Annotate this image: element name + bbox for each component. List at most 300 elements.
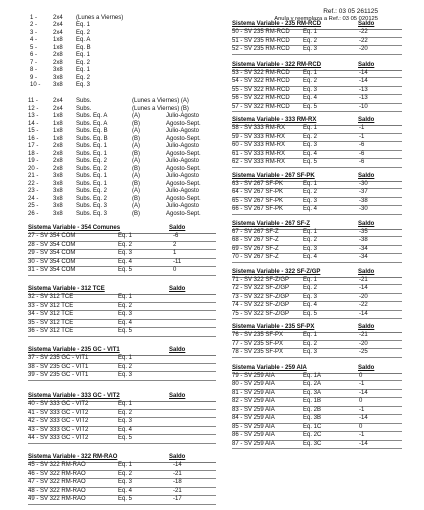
section-row (232, 441, 402, 450)
row-code: 77 - SV 235 SF-PX (232, 340, 284, 347)
system-section (28, 454, 216, 505)
row-code: 61 - SV 333 RM-RX (232, 150, 286, 157)
schedule-cell: Subs. Eq. 1 (76, 143, 108, 149)
row-team: Eq. 2 (118, 363, 133, 370)
row-team: Eq. 5 (118, 496, 133, 502)
schedule-cell: 22 - (28, 180, 39, 187)
schedule-cell: 3x8 (53, 203, 63, 209)
schedule-cell: Agosto-Sept. (166, 165, 201, 172)
row-code: 63 - SV 267 SF-PK (232, 180, 284, 187)
schedule-cell: (A) (132, 158, 140, 164)
section-row (232, 302, 402, 311)
schedule-row (28, 128, 216, 136)
row-code: 81 - SV 259 AIA (232, 389, 275, 396)
schedule-cell: Subs. Eq. A (76, 113, 108, 119)
section-title (232, 21, 402, 29)
row-saldo: -21 (359, 276, 368, 283)
schedule-cell: 16 - (28, 135, 39, 142)
section-row (232, 254, 402, 263)
schedule-cell: 3x8 (53, 180, 63, 187)
row-saldo: -18 (173, 479, 182, 485)
row-saldo: -30 (359, 206, 368, 212)
row-saldo: -13 (359, 95, 368, 101)
schedule-cell: (B) (132, 210, 140, 217)
row-team: Eq. 3 (118, 250, 133, 256)
section-row (28, 435, 216, 444)
row-code: 50 - SV 235 RM-RCD (232, 29, 290, 35)
schedule-cell: 7 - (30, 59, 38, 66)
schedule-cell: 1 - (30, 14, 38, 21)
row-saldo: -6 (173, 233, 179, 239)
section-row (232, 159, 402, 168)
schedule-cell: Eq. B (76, 44, 91, 51)
saldo-header: Saldo (358, 21, 375, 27)
schedule-cell: 12 - (28, 105, 39, 112)
schedule-cell: Eq. 1 (76, 22, 91, 28)
schedule-cell: Agosto-Sept. (166, 150, 201, 157)
row-code: 76 - SV 235 SF-PX (232, 332, 284, 338)
system-section (232, 365, 402, 450)
schedule-cell: Eq. 2 (76, 59, 91, 66)
row-code: 79 - SV 259 AIA (232, 372, 275, 379)
schedule-cell: 2x4 (53, 14, 63, 21)
row-team: Eq. 4 (118, 487, 133, 494)
schedule-cell: (B) (132, 165, 140, 172)
schedule-cell: Eq. 1 (76, 67, 91, 73)
schedule-cell: Julio-Agosto (166, 188, 200, 194)
row-team: Eq. 1 (303, 228, 318, 235)
row-team: Eq. 1 (118, 294, 133, 300)
schedule-cell: Subs. Eq. 3 (76, 210, 108, 217)
schedule-cell: (B) (132, 180, 140, 187)
row-team: Eq. 2 (303, 285, 318, 291)
section-row (232, 229, 402, 238)
section-row (232, 311, 402, 320)
schedule-cell: 5 - (30, 44, 38, 51)
section-row (28, 320, 216, 329)
section-row (232, 424, 402, 433)
row-code: 80 - SV 259 AIA (232, 381, 275, 387)
schedule-cell: 2x8 (53, 52, 63, 58)
row-team: Eq. 2 (303, 133, 318, 140)
row-team: Eq. 2 (303, 78, 318, 84)
row-team: Eq. 5 (118, 328, 133, 334)
section-row (232, 285, 402, 294)
schedule-row (28, 121, 216, 129)
system-section (28, 347, 216, 381)
row-code: 60 - SV 333 RM-RX (232, 142, 286, 148)
schedule-cell: Eq. 2 (76, 74, 91, 81)
schedule-row (28, 30, 216, 38)
schedule-row (28, 203, 216, 211)
section-row (232, 38, 402, 47)
row-team: Eq. 1 (118, 401, 133, 407)
row-saldo: -14 (359, 415, 368, 421)
schedule-cell: Subs. Eq. 2 (76, 158, 108, 164)
schedule-row (28, 158, 216, 166)
saldo-header: Saldo (358, 364, 375, 371)
row-saldo: -25 (359, 349, 368, 355)
row-code: 37 - SV 235 GC - VIT1 (28, 355, 89, 361)
schedule-cell: 11 - (28, 98, 38, 104)
row-code: 39 - SV 235 GC - VIT1 (28, 372, 89, 378)
schedule-cell: Subs. Eq. 2 (76, 188, 108, 194)
schedule-cell: 1x8 (53, 135, 63, 142)
schedule-row (28, 181, 216, 189)
saldo-header: Saldo (358, 61, 375, 68)
schedule-cell: 3x8 (53, 188, 63, 194)
system-section (28, 286, 216, 337)
row-code: 57 - SV 322 RM-RCD (232, 103, 290, 110)
schedule-cell: Eq. A (76, 37, 91, 43)
row-code: 33 - SV 312 TCE (28, 302, 74, 309)
section-row (28, 372, 216, 381)
schedule-cell: 2x8 (53, 59, 63, 66)
row-team: Eq. 2B (303, 406, 322, 413)
schedule-cell: 14 - (28, 120, 39, 127)
row-saldo: -11 (173, 258, 182, 265)
schedule-cell: 24 - (28, 195, 39, 202)
row-saldo: -10 (359, 103, 368, 110)
row-saldo: -14 (359, 78, 368, 84)
row-team: Eq. 3C (303, 440, 322, 447)
schedule-cell: Julio-Agosto (166, 203, 200, 209)
section-row (232, 349, 402, 358)
section-title (28, 347, 216, 355)
section-row (232, 294, 402, 303)
row-saldo: -34 (359, 254, 368, 260)
row-team: Eq. 2A (303, 381, 322, 387)
row-saldo: -6 (359, 142, 365, 148)
section-row (28, 267, 216, 276)
schedule-cell: 23 - (28, 188, 39, 194)
saldo-header: Saldo (358, 172, 375, 179)
section-title-text: Sistema Variable - 312 TCE (28, 286, 105, 292)
row-saldo: -1 (359, 133, 365, 140)
row-saldo: -21 (173, 470, 182, 477)
schedule-cell: (Lunes a Viernes) (76, 14, 124, 21)
row-saldo: -1 (359, 432, 365, 438)
schedule-cell: Agosto-Sept. (166, 195, 201, 202)
row-team: Eq. 4 (303, 150, 318, 157)
row-saldo: -30 (359, 180, 368, 187)
schedule-cell: Subs. Eq. A (76, 120, 108, 127)
row-code: 35 - SV 312 TCE (28, 319, 74, 326)
schedule-row (28, 60, 216, 68)
row-code: 56 - SV 322 RM-RCD (232, 95, 290, 101)
row-code: 44 - SV 333 GC - VIT2 (28, 435, 89, 441)
row-code: 49 - SV 322 RM-RAO (28, 496, 86, 502)
section-title (28, 393, 216, 401)
schedule-cell: Subs. Eq. 1 (76, 173, 108, 179)
schedule-cell: 2x4 (53, 29, 63, 36)
schedule-cell: (A) (132, 143, 140, 149)
section-row (28, 364, 216, 373)
row-team: Eq. 3 (303, 197, 318, 204)
schedule-cell: Subs. Eq. 1 (76, 150, 108, 157)
section-row (232, 151, 402, 160)
system-section (232, 324, 402, 358)
row-saldo: -22 (359, 302, 368, 308)
row-code: 36 - SV 312 TCE (28, 328, 74, 334)
row-team: Eq. 3B (303, 415, 322, 421)
section-row (232, 181, 402, 190)
schedule-cell: Agosto-Sept. (166, 210, 201, 217)
section-row (232, 407, 402, 416)
row-team: Eq. 4 (303, 95, 318, 101)
row-code: 58 - SV 333 RM-RX (232, 125, 286, 131)
row-code: 29 - SV 354 COM (28, 250, 76, 256)
schedule-row (28, 136, 216, 144)
schedule-row (28, 173, 216, 181)
schedule-b-list (28, 98, 216, 218)
schedule-cell: 18 - (28, 150, 39, 157)
schedule-row (28, 82, 216, 90)
section-title-text: Sistema Variable - 267 SF-PK (232, 172, 315, 179)
section-row (232, 70, 402, 79)
schedule-cell: 26 - (28, 210, 39, 217)
row-code: 65 - SV 267 SF-PK (232, 197, 284, 204)
schedule-cell: (Lunes a Viernes) (A) (132, 98, 189, 104)
schedule-row (28, 15, 216, 23)
row-team: Eq. 3 (118, 479, 133, 485)
schedule-cell: Agosto-Sept. (166, 135, 201, 142)
row-code: 75 - SV 322 SF-Z/GP (232, 310, 290, 317)
saldo-header: Saldo (169, 347, 186, 353)
section-title-text: Sistema Variable - 333 RM-RX (232, 117, 317, 123)
section-row (232, 87, 402, 96)
saldo-header: Saldo (358, 117, 375, 123)
row-team: Eq. 1 (303, 29, 318, 35)
section-row (232, 373, 402, 382)
schedule-cell: 9 - (30, 74, 38, 81)
section-row (232, 104, 402, 113)
schedule-cell: (Lunes a Viernes) (B) (132, 105, 189, 112)
schedule-cell: 20 - (28, 165, 39, 172)
section-title-text: Sistema Variable - 259 AIA (232, 364, 307, 371)
row-team: Eq. 3 (303, 86, 318, 93)
section-row (232, 277, 402, 286)
schedule-cell: 25 - (28, 203, 39, 209)
system-section (28, 225, 216, 276)
row-saldo: 0 (359, 398, 363, 404)
row-saldo: 1 (173, 250, 177, 256)
schedule-cell: Julio-Agosto (166, 158, 200, 164)
row-code: 74 - SV 322 SF-Z/GP (232, 302, 290, 308)
row-code: 67 - SV 267 SF-Z (232, 228, 279, 235)
row-team: Eq. 3 (303, 349, 318, 355)
schedule-row (28, 52, 216, 60)
schedule-cell: Agosto-Sept. (166, 180, 201, 187)
system-section (232, 117, 402, 168)
row-team: Eq. 3 (303, 142, 318, 148)
section-row (232, 46, 402, 55)
system-section (232, 62, 402, 113)
section-row (28, 410, 216, 419)
schedule-cell: 3x8 (53, 195, 63, 202)
row-code: 43 - SV 333 GC - VIT2 (28, 426, 89, 433)
row-code: 48 - SV 322 RM-RAO (28, 487, 86, 494)
section-title-text: Sistema Variable - 235 RM-RCD (232, 21, 322, 27)
schedule-cell: 2x8 (53, 165, 63, 172)
row-team: Eq. 1 (303, 180, 318, 187)
schedule-cell: 3x8 (53, 67, 63, 73)
row-code: 53 - SV 322 RM-RCD (232, 69, 290, 76)
schedule-a-list (28, 15, 216, 90)
row-saldo: -20 (359, 293, 368, 300)
schedule-cell: 3x8 (53, 173, 63, 179)
row-team: Eq. 3 (118, 372, 133, 378)
row-team: Eq. 3 (303, 293, 318, 300)
schedule-cell: Subs. Eq. 1 (76, 180, 108, 187)
row-team: Eq. 2C (303, 432, 322, 438)
section-row (28, 294, 216, 303)
schedule-cell: Julio-Agosto (166, 173, 200, 179)
section-row (232, 78, 402, 87)
row-code: 30 - SV 354 COM (28, 258, 76, 265)
row-team: Eq. 5 (303, 103, 318, 110)
section-row (28, 303, 216, 312)
replaces-reference: Anula y reemplaza a Ref.: 03 05 020125 (274, 16, 378, 22)
row-saldo: -13 (359, 86, 368, 93)
row-saldo: -34 (359, 245, 368, 252)
section-title-text: Sistema Variable - 235 SF-PX (232, 324, 315, 330)
section-title-text: Sistema Variable - 333 GC - VIT2 (28, 393, 120, 399)
schedule-cell: Subs. Eq. 2 (76, 195, 108, 202)
saldo-header: Saldo (358, 220, 375, 227)
row-code: 31 - SV 354 COM (28, 267, 76, 273)
section-row (28, 427, 216, 436)
section-row (28, 311, 216, 320)
row-saldo: -21 (173, 487, 182, 494)
row-code: 87 - SV 259 AIA (232, 440, 275, 447)
row-code: 47 - SV 322 RM-RAO (28, 479, 86, 485)
row-saldo: -14 (173, 462, 182, 468)
schedule-row (28, 196, 216, 204)
section-title (232, 365, 402, 373)
schedule-cell: 17 - (28, 143, 39, 149)
section-title-text: Sistema Variable - 322 RM-RCD (232, 61, 322, 68)
section-row (232, 134, 402, 143)
schedule-row (28, 166, 216, 174)
section-title-text: Sistema Variable - 322 SF-Z/GP (232, 268, 321, 275)
schedule-cell: Eq. 2 (76, 29, 91, 36)
schedule-cell: 2x8 (53, 150, 63, 157)
schedule-row (28, 211, 216, 219)
schedule-cell: 15 - (28, 128, 39, 134)
row-team: Eq. 4 (303, 254, 318, 260)
row-saldo: -6 (359, 159, 365, 165)
section-row (28, 242, 216, 251)
row-code: 52 - SV 235 RM-RCD (232, 46, 290, 52)
section-row (232, 237, 402, 246)
row-code: 66 - SV 267 SF-PK (232, 206, 284, 212)
section-row (232, 381, 402, 390)
section-row (28, 259, 216, 268)
row-saldo: -14 (359, 440, 368, 447)
row-code: 28 - SV 354 COM (28, 241, 76, 248)
row-code: 54 - SV 322 RM-RCD (232, 78, 290, 84)
row-saldo: -1 (359, 125, 365, 131)
row-code: 64 - SV 267 SF-PK (232, 189, 284, 195)
row-team: Eq. 4 (303, 206, 318, 212)
system-section (232, 221, 402, 263)
schedule-row (28, 188, 216, 196)
row-code: 41 - SV 333 GC - VIT2 (28, 409, 89, 416)
row-code: 73 - SV 322 SF-Z/GP (232, 293, 290, 300)
section-row (232, 246, 402, 255)
row-code: 70 - SV 267 SF-Z (232, 254, 279, 260)
system-section (232, 269, 402, 320)
row-team: Eq. 2 (303, 37, 318, 44)
schedule-cell: 2 - (30, 22, 38, 28)
row-code: 42 - SV 333 GC - VIT2 (28, 418, 89, 424)
schedule-cell: 1x8 (53, 113, 63, 119)
row-team: Eq. 4 (118, 319, 133, 326)
row-team: Eq. 2 (303, 237, 318, 243)
row-team: Eq. 3 (303, 46, 318, 52)
section-row (28, 479, 216, 488)
section-row (232, 390, 402, 399)
row-saldo: -37 (359, 189, 368, 195)
section-row (28, 250, 216, 259)
row-saldo: -38 (359, 237, 368, 243)
schedule-cell: 2x4 (53, 105, 63, 112)
row-code: 46 - SV 322 RM-RAO (28, 470, 86, 477)
schedule-cell: (A) (132, 128, 140, 134)
row-code: 78 - SV 235 SF-PX (232, 349, 284, 355)
row-code: 69 - SV 267 SF-Z (232, 245, 279, 252)
schedule-row (28, 75, 216, 83)
saldo-header: Saldo (169, 393, 186, 399)
row-saldo: -1 (359, 381, 365, 387)
schedule-cell: 1x8 (53, 37, 63, 43)
row-team: Eq. 1 (303, 69, 318, 76)
section-row (232, 341, 402, 350)
section-title-text: Sistema Variable - 354 Comunes (28, 225, 121, 231)
row-team: Eq. 2 (303, 340, 318, 347)
schedule-cell: 2x8 (53, 143, 63, 149)
schedule-cell: Agosto-Sept. (166, 120, 201, 127)
row-code: 59 - SV 333 RM-RX (232, 133, 286, 140)
row-saldo: -20 (359, 46, 368, 52)
section-title (28, 454, 216, 462)
section-title (232, 324, 402, 332)
schedule-cell: 13 - (28, 113, 39, 119)
row-team: Eq. 3 (303, 245, 318, 252)
section-row (28, 328, 216, 337)
schedule-cell: 4 - (30, 37, 38, 43)
schedule-cell: 3x8 (53, 210, 63, 217)
row-saldo: 0 (359, 423, 363, 430)
row-team: Eq. 1A (303, 372, 322, 379)
row-saldo: -38 (359, 197, 368, 204)
row-saldo: -14 (359, 285, 368, 291)
saldo-header: Saldo (169, 225, 186, 231)
schedule-row (28, 106, 216, 114)
schedule-cell: Julio-Agosto (166, 128, 200, 134)
row-saldo: 0 (359, 372, 363, 379)
row-saldo: -14 (359, 389, 368, 396)
row-code: 82 - SV 259 AIA (232, 398, 275, 404)
row-code: 85 - SV 259 AIA (232, 423, 275, 430)
row-team: Eq. 2 (118, 409, 133, 416)
row-code: 27 - SV 354 COM (28, 233, 76, 239)
row-team: Eq. 4 (118, 426, 133, 433)
row-team: Eq. 1 (303, 276, 318, 283)
schedule-cell: (A) (132, 173, 140, 179)
schedule-cell: 1x8 (53, 128, 63, 134)
